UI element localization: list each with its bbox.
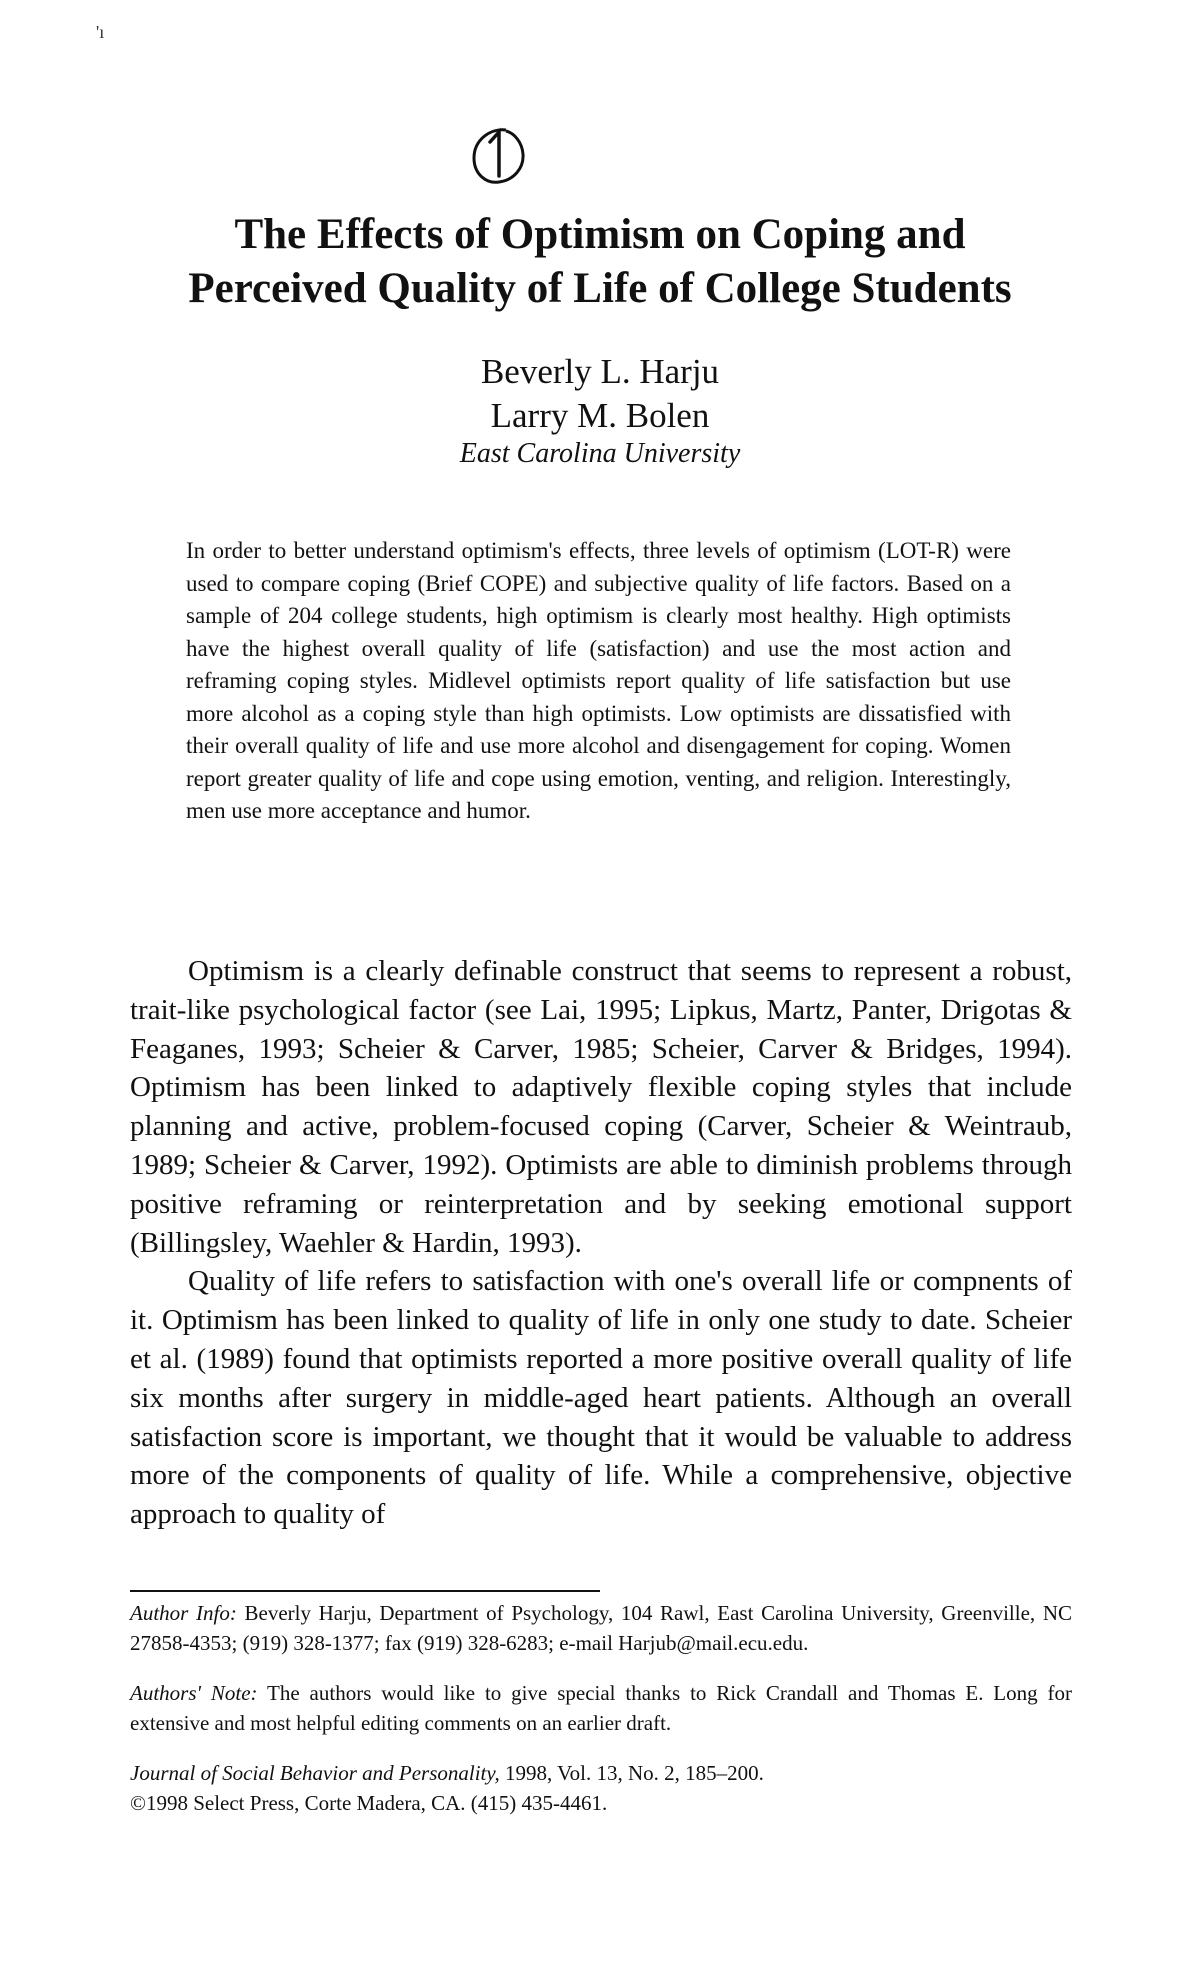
author-affiliation: East Carolina University (459, 438, 741, 469)
title-line-1: The Effects of Optimism on Coping and (234, 211, 966, 258)
paper-title (120, 208, 1080, 316)
author-info-text: Beverly Harju, Department of Psychology, 104 Rawl, East Carolina University, Greenville, NC 27858-4353; (919) 328-1377; fax (919) 328-6283; e-mail Harjub@mail.ecu.edu. (130, 1601, 1073, 1655)
handwritten-page-number-icon (466, 124, 530, 188)
author-list (120, 350, 1080, 438)
footnotes (130, 1598, 1072, 1818)
main-body-text (130, 952, 1072, 1534)
author-info-label: Author Info: (130, 1601, 237, 1625)
title-line-2: Perceived Quality of Life of College Students (188, 265, 1012, 312)
abstract: In order to better understand optimism's effects, three levels of optimism (LOT-R) were used to compare coping (Brief COPE) and subjective quality of life factors. Based on a sample of 204 college students, high optimism is clearly most healthy. High optimists have the highest overall quality of life (satisfaction) and use the most action and reframing coping styles. Midlevel optimists report quality of life satisfaction but use more alcohol as a coping style than high optimists. Low optimists are dissatisfied with their overall quality of life and use more alcohol and disengagement for coping. Women report greater quality of life and cope using emotion, venting, and religion. Interestingly, men use more acceptance and humor. (186, 538, 1011, 823)
journal-citation (130, 1758, 1072, 1788)
journal-details: 1998, Vol. 13, No. 2, 185–200. (499, 1761, 764, 1785)
journal-name: Journal of Social Behavior and Personality, (130, 1761, 500, 1785)
author-name: Beverly L. Harju (480, 352, 720, 391)
authors-note-label: Authors' Note: (130, 1681, 258, 1705)
author-info-footnote (130, 1598, 1072, 1658)
corner-mark: 'ı (96, 22, 105, 42)
authors-note-text: The authors would like to give special thanks to Rick Crandall and Thomas E. Long for extensive and most helpful editing comments on an earlier draft. (130, 1681, 1072, 1735)
body-paragraph: Optimism is a clearly definable construct that seems to represent a robust, trait-like psychological factor (see Lai, 1995; Lipkus, Martz, Panter, Drigotas & Feaganes, 1993; Scheier & Carver, 1985; Scheier, Carver & Bridges, 1994). Optimism has been linked to adaptively flexible coping styles that include planning and active, problem-focused coping (Carver, Scheier & Weintraub, 1989; Scheier & Carver, 1992). Optimists are able to diminish problems through positive reframing or reinterpretation and by seeking emotional support (Billingsley, Waehler & Hardin, 1993). (130, 955, 1072, 1259)
authors-note-footnote (130, 1678, 1072, 1738)
body-paragraph: Quality of life refers to satisfaction with one's overall life or compnents of it. Optimism has been linked to quality of life in only one study to date. Scheier et al. (1989) found that optimists reported a more positive overall quality of life six months after surgery in middle-aged heart patients. Although an overall satisfaction score is important, we thought that it would be valuable to address more of the components of quality of life. While a comprehensive, objective approach to quality of (130, 1265, 1072, 1531)
author-name: Larry M. Bolen (490, 396, 710, 435)
footnote-divider (130, 1590, 600, 1592)
copyright-notice: ©1998 Select Press, Corte Madera, CA. (415) 435-4461. (130, 1791, 608, 1815)
